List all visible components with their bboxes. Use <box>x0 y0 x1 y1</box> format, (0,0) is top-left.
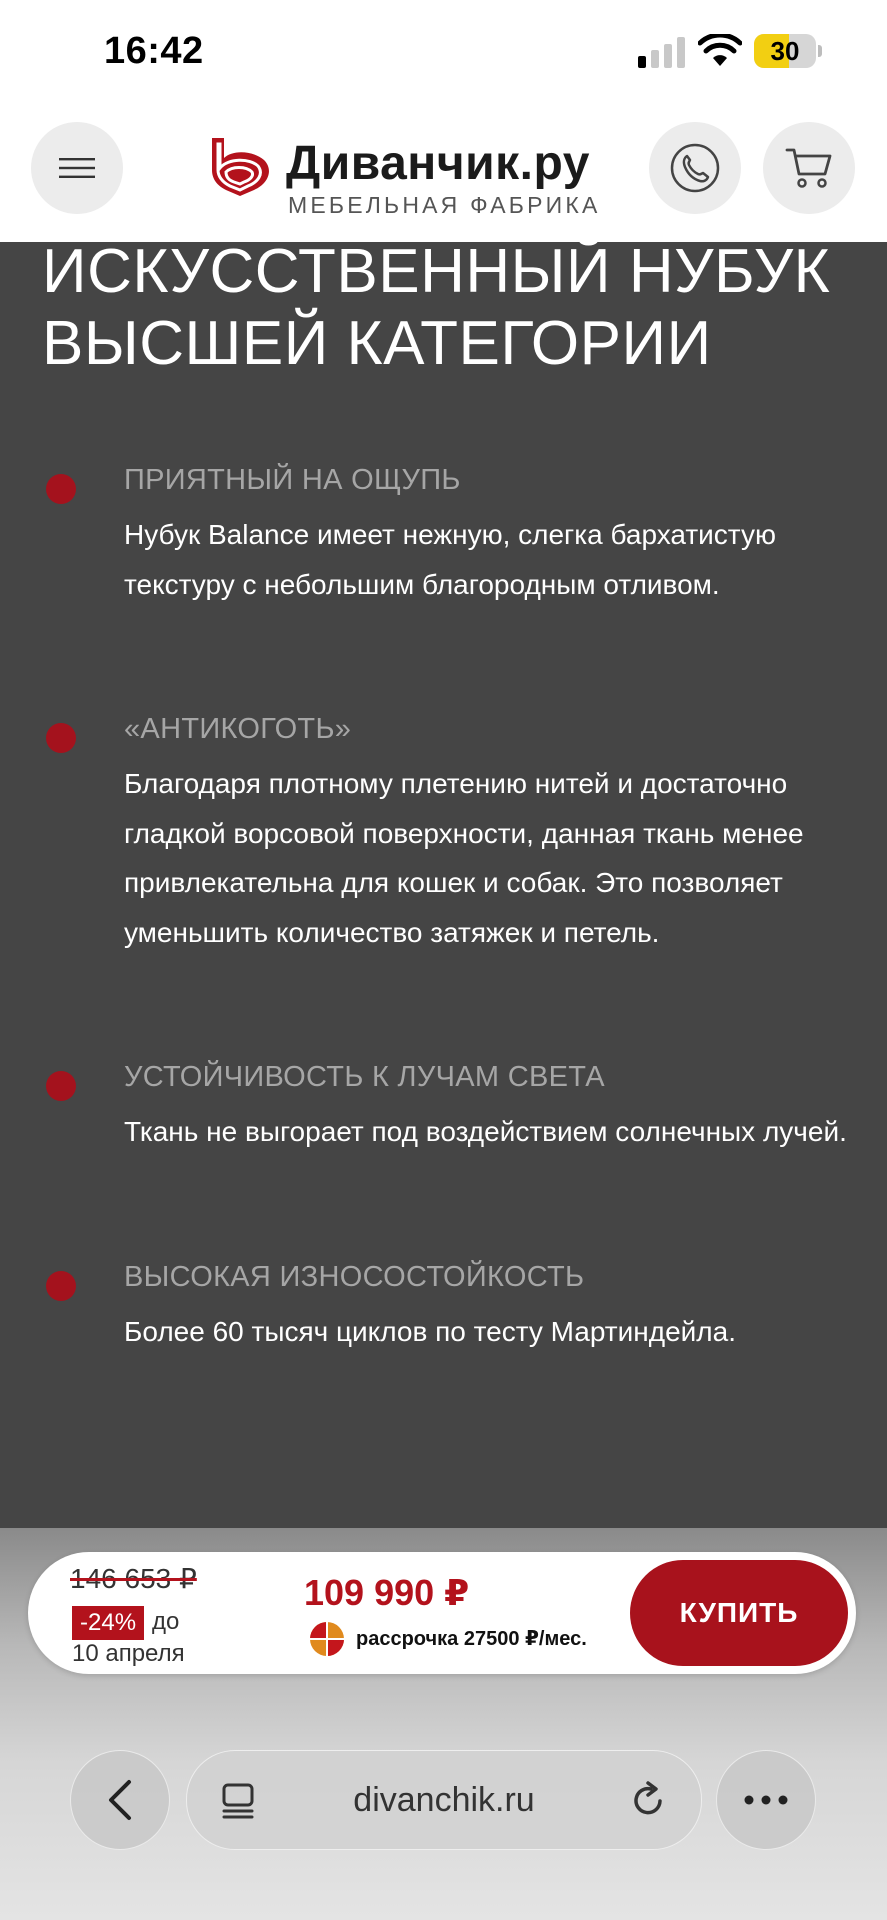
bullet-dot-icon <box>46 474 76 504</box>
feature-title: ПРИЯТНЫЙ НА ОЩУПЬ <box>124 464 461 496</box>
logo-subtitle: МЕБЕЛЬНАЯ ФАБРИКА <box>288 192 601 218</box>
feature-title: «АНТИКОГОТЬ» <box>124 713 352 745</box>
status-time: 16:42 <box>104 30 204 72</box>
old-price: 146 653 ₽ <box>70 1563 197 1594</box>
url-text[interactable]: divanchik.ru <box>353 1781 535 1819</box>
buy-button[interactable]: КУПИТЬ <box>630 1560 848 1666</box>
discount-until-label: до <box>152 1608 180 1635</box>
cart-button[interactable] <box>763 122 855 214</box>
installment-text[interactable]: рассрочка 27500 ₽/мес. <box>356 1628 587 1650</box>
phone-icon <box>669 142 721 194</box>
battery-icon <box>754 34 816 68</box>
more-icon <box>744 1795 788 1805</box>
reload-icon[interactable] <box>629 1781 667 1819</box>
feature-title: УСТОЙЧИВОСТЬ К ЛУЧАМ СВЕТА <box>124 1061 605 1093</box>
feature-text: Нубук Balance имеет нежную, слегка бархатистую текстуру с небольшим благородным отливом. <box>124 519 776 600</box>
battery-level: 30 <box>770 36 800 66</box>
section-headline: ИСКУССТВЕННЫЙ НУБУК ВЫСШЕЙ КАТЕГОРИИ <box>42 237 831 378</box>
current-price: 109 990 ₽ <box>304 1572 470 1613</box>
bullet-dot-icon <box>46 1271 76 1301</box>
status-bar <box>0 0 887 104</box>
browser-more-button[interactable] <box>716 1750 816 1850</box>
hamburger-menu-icon <box>59 157 95 179</box>
site-logo[interactable] <box>208 130 601 220</box>
installment-icon <box>308 1620 346 1658</box>
feature-text: Более 60 тысяч циклов по тесту Мартиндейла. <box>124 1316 736 1347</box>
site-header <box>0 104 887 242</box>
bullet-dot-icon <box>46 1071 76 1101</box>
chevron-left-icon <box>105 1778 135 1822</box>
wifi-icon <box>698 34 742 68</box>
feature-text: Благодаря плотному плетению нитей и достаточно гладкой ворсовой поверхности, данная ткань менее привлекательна для кошек и собак. Это позволяет уменьшить количество затяжек и петель. <box>124 768 804 948</box>
buy-bar <box>28 1552 856 1674</box>
cellular-signal-icon <box>638 36 686 68</box>
bullet-dot-icon <box>46 723 76 753</box>
feature-text: Ткань не выгорает под воздействием солнечных лучей. <box>124 1116 847 1147</box>
logo-heart-icon <box>208 134 274 196</box>
address-bar[interactable] <box>186 1750 702 1850</box>
browser-back-button[interactable] <box>70 1750 170 1850</box>
logo-name: Диванчик.ру <box>286 137 590 190</box>
menu-button[interactable] <box>31 122 123 214</box>
feature-title: ВЫСОКАЯ ИЗНОСОСТОЙКОСТЬ <box>124 1261 585 1293</box>
phone-button[interactable] <box>649 122 741 214</box>
cart-icon <box>785 146 833 190</box>
fabric-features-section <box>0 237 887 1528</box>
discount-until-date: 10 апреля <box>72 1640 185 1667</box>
discount-badge: -24% <box>72 1606 144 1640</box>
battery-nub <box>818 45 822 57</box>
